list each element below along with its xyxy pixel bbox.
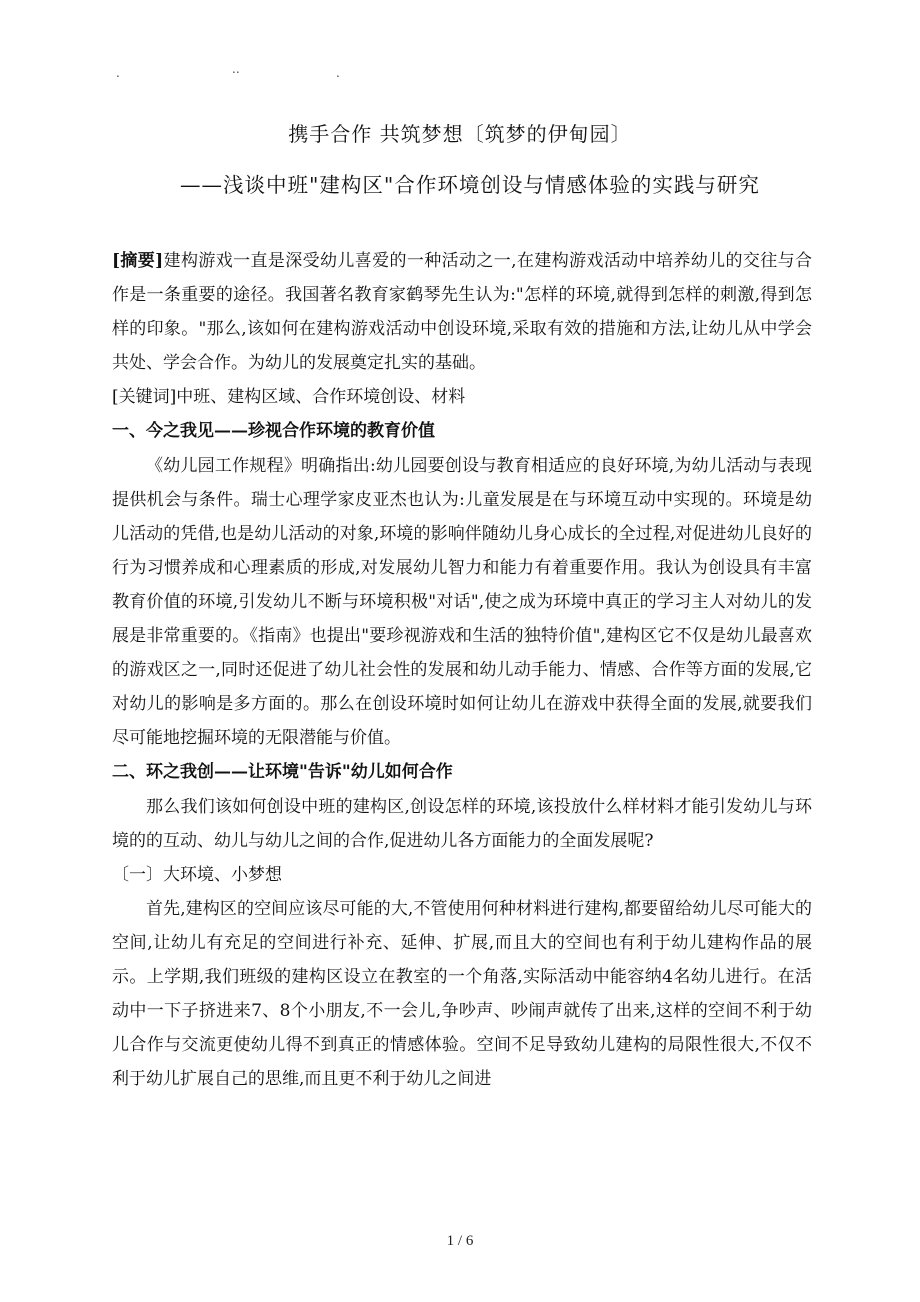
- document-subtitle: ——浅谈中班"建构区"合作环境创设与情感体验的实践与研究: [180, 173, 760, 197]
- section2-paragraph: 那么我们该如何创设中班的建构区,创设怎样的环境,该投放什么样材料才能引发幼儿与环境的的互动、幼儿与幼儿之间的合作,促进幼儿各方面能力的全面发展呢?: [112, 796, 812, 851]
- header-mark: ..: [232, 62, 240, 76]
- section1-heading: 一、今之我见——珍视合作环境的教育价值: [112, 421, 435, 442]
- section1-paragraph: 《幼儿园工作规程》明确指出:幼儿园要创设与教育相适应的良好环境,为幼儿活动与表现提供机会与条件。瑞士心理学家皮亚杰也认为:儿童发展是在与环境互动中实现的。环境是幼儿活动的凭借,也是幼儿活动的对象,环境的影响伴随幼儿身心成长的全过程,对促进幼儿良好的行为习惯养成和心理素质的形成,对发展幼儿智力和能力有着重要作用。我认为创设具有丰富教育价值的环境,引发幼儿不断与环境积极"对话",使之成为环境中真正的学习主人对幼儿的发展是非常重要的。《指南》也提出"要珍视游戏和生活的独特价值",建构区它不仅是幼儿最喜欢的游戏区之一,同时还促进了幼儿社会性的发展和幼儿动手能力、情感、合作等方面的发展,它对幼儿的影响是多方面的。那么在创设环境时如何让幼儿在游戏中获得全面的发展,就要我们尽可能地挖掘环境的无限潜能与价值。: [112, 455, 812, 749]
- keywords-label: [关键词]: [112, 387, 177, 408]
- abstract-label: [摘要]: [112, 251, 164, 271]
- abstract-text: 建构游戏一直是深受幼儿喜爱的一种活动之一,在建构游戏活动中培养幼儿的交往与合作是一条重要的途径。我国著名教育家鹤琴先生认为:"怎样的环境,就得到怎样的刺激,得到怎样的印象。"那么,该如何在建构游戏活动中创设环境,采取有效的措施和方法,让幼儿从中学会共处、学会合作。为幼儿的发展奠定扎实的基础。: [112, 251, 813, 374]
- keywords-text: 中班、建构区域、合作环境创设、材料: [176, 387, 466, 408]
- keywords-paragraph: [112, 380, 812, 414]
- header-mark: .: [116, 66, 120, 80]
- abstract-paragraph: [112, 244, 812, 380]
- subsection1-heading: 〔一〕大环境、小梦想: [112, 864, 282, 885]
- page-number: 1 / 6: [446, 1233, 474, 1249]
- section2-heading: 二、环之我创——让环境"告诉"幼儿如何合作: [112, 762, 453, 783]
- header-mark: .: [336, 66, 340, 80]
- document-title: 携手合作 共筑梦想〔筑梦的伊甸园〕: [288, 122, 632, 146]
- document-body: [112, 244, 812, 1096]
- subsection1-paragraph: 首先,建构区的空间应该尽可能的大,不管使用何种材料进行建构,都要留给幼儿尽可能大的空间,让幼儿有充足的空间进行补充、延伸、扩展,而且大的空间也有利于幼儿建构作品的展示。上学期,我们班级的建构区设立在教室的一个角落,实际活动中能容纳4名幼儿进行。在活动中一下子挤进来7、8个小朋友,不一会儿,争吵声、吵闹声就传了出来,这样的空间不利于幼儿合作与交流更使幼儿得不到真正的情感体验。空间不足导致幼儿建构的局限性很大,不仅不利于幼儿扩展自己的思维,而且更不利于幼儿之间进: [112, 898, 812, 1090]
